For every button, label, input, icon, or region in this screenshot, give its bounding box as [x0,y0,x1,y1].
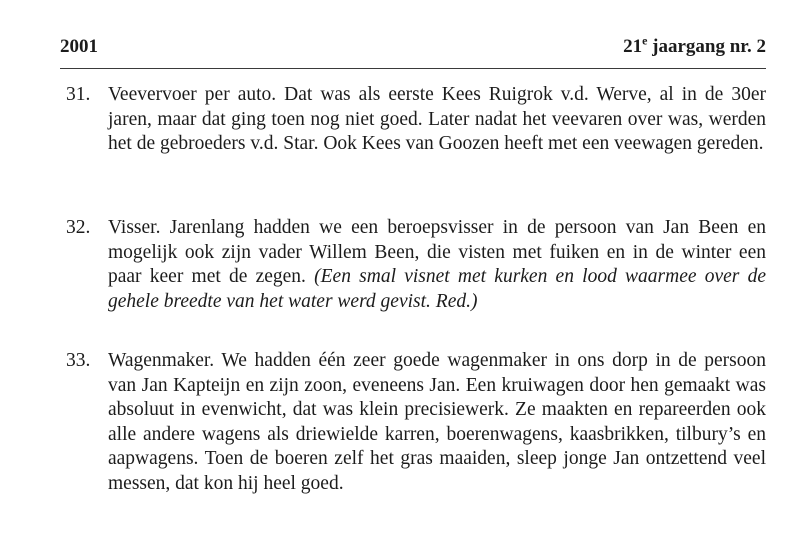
list-item [66,349,766,496]
list-item [66,83,766,157]
item-number: 33. [66,350,91,371]
header-year: 2001 [60,36,98,57]
header-volume [623,33,766,58]
volume-number: 21 [623,36,643,57]
item-text: Visser. Jarenlang hadden we een beroepsvisser in de persoon van Jan Been en mogelijk ook zijn vader Willem Been, die visten met fuiken en in de winter een paar keer met de zegen. [108,217,766,287]
item-number: 31. [66,84,91,105]
volume-ordinal-suffix: e [642,33,648,48]
editor-note: (Een smal visnet met kurken en lood waarmee over de gehele breedte van het water werd gevist. Red.) [108,266,767,312]
item-body [108,216,766,314]
volume-label: jaargang nr. 2 [647,36,766,57]
item-number: 32. [66,217,91,238]
item-text: Veevervoer per auto. Dat was als eerste Kees Ruigrok v.d. Werve, al in de 30er jaren, maar dat ging toen nog niet goed. Later nadat het veevaren over was, werden het de gebroeders v.d. Star. Ook Kees van Goozen heeft met een veewagen gereden. [108,84,766,154]
item-text: Wagenmaker. We hadden één zeer goede wagenmaker in ons dorp in de persoon van Jan Kapteijn en zijn zoon, eveneens Jan. Een kruiwagen door hen gemaakt was absoluut in evenwicht, dat was klein precisiewerk. Ze maakten en repareerden ook alle andere wagens als driewielde karren, boerenwagens, kaasbrikken, tilbury’s en aapwagens. Toen de boeren zelf het gras maaiden, sleep jonge Jan ontzettend veel messen, dat kon hij heel goed. [108,350,766,494]
page-header [60,33,766,62]
header-divider [60,68,766,69]
list-item [66,216,766,314]
